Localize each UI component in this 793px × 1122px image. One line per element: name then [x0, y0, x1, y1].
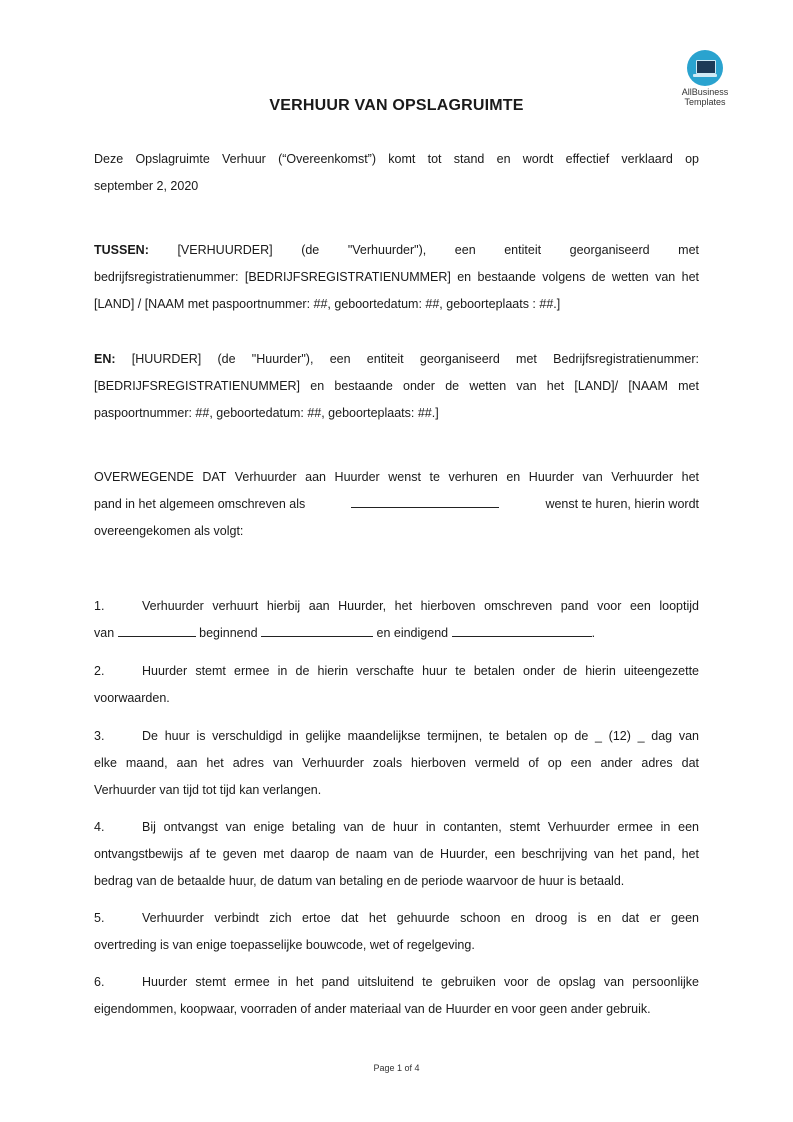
page-number: Page 1 of 4	[373, 1063, 420, 1073]
en-paragraph: EN: [HUURDER] (de "Huurder"), een entiteit georganiseerd met Bedrijfsregistratienummer: [BEDRIJFSREGISTRATIENUMMER] en bestaande onder de wetten van het [LAND]/ [NAAM met paspoortnummer: ##, geboortedatum: ##, geboorteplaats: ##.]	[94, 352, 699, 420]
laptop-icon	[687, 50, 723, 86]
clause-2: 2. Huurder stemt ermee in de hierin verschafte huur te betalen onder de hierin uiteengezette voorwaarden.	[94, 664, 699, 705]
tussen-label: TUSSEN:	[94, 243, 149, 257]
en-label: EN:	[94, 352, 116, 366]
clause-4: 4. Bij ontvangst van enige betaling van de huur in contanten, stemt Verhuurder ermee in een ontvangstbewijs af te geven met daarop de naam van de Huurder, een beschrijving van het pand, het bedrag van de betaalde huur, de datum van betaling en de periode waarvoor de huur is betaald.	[94, 820, 699, 888]
clause-1: 1. Verhuurder verhuurt hierbij aan Huurder, het hierboven omschreven pand voor een looptijd van beginnend en eindigend .	[94, 599, 699, 640]
intro-paragraph: Deze Opslagruimte Verhuur (“Overeenkomst”) komt tot stand en wordt effectief verklaard op september 2, 2020	[94, 152, 699, 193]
term-blank[interactable]	[118, 622, 196, 637]
end-date-blank[interactable]	[452, 622, 592, 637]
document-title: VERHUUR VAN OPSLAGRUIMTE	[269, 97, 524, 114]
clause-3: 3. De huur is verschuldigd in gelijke maandelijkse termijnen, te betalen op de _ (12) _ dag van elke maand, aan het adres van Verhuurder zoals hierboven vermeld of op een ander adres dat Verhuurder van tijd tot tijd kan verlangen.	[94, 729, 699, 797]
clause-6: 6. Huurder stemt ermee in het pand uitsluitend te gebruiken voor de opslag van persoonlijke eigendommen, koopwaar, voorraden of ander materiaal van de Huurder en voor geen ander gebruik.	[94, 975, 699, 1016]
start-date-blank[interactable]	[261, 622, 373, 637]
clause-5: 5. Verhuurder verbindt zich ertoe dat het gehuurde schoon en droog is en dat er geen overtreding is van enige toepasselijke bouwcode, wet of regelgeving.	[94, 911, 699, 952]
overwegende-paragraph: OVERWEGENDE DAT Verhuurder aan Huurder wenst te verhuren en Huurder van Verhuurder het pand in het algemeen omschreven als wenst te huren, hierin wordt overeengekomen als volgt:	[94, 470, 699, 538]
property-description-blank[interactable]	[351, 493, 499, 508]
logo-text: AllBusiness Templates	[681, 87, 729, 107]
tussen-paragraph: TUSSEN: [VERHUURDER] (de "Verhuurder"), een entiteit georganiseerd met bedrijfsregistratienummer: [BEDRIJFSREGISTRATIENUMMER] en bestaande volgens de wetten van het [LAND] / [NAAM met paspoortnummer: ##, geboortedatum: ##, geboorteplaats : ##.]	[94, 243, 699, 311]
